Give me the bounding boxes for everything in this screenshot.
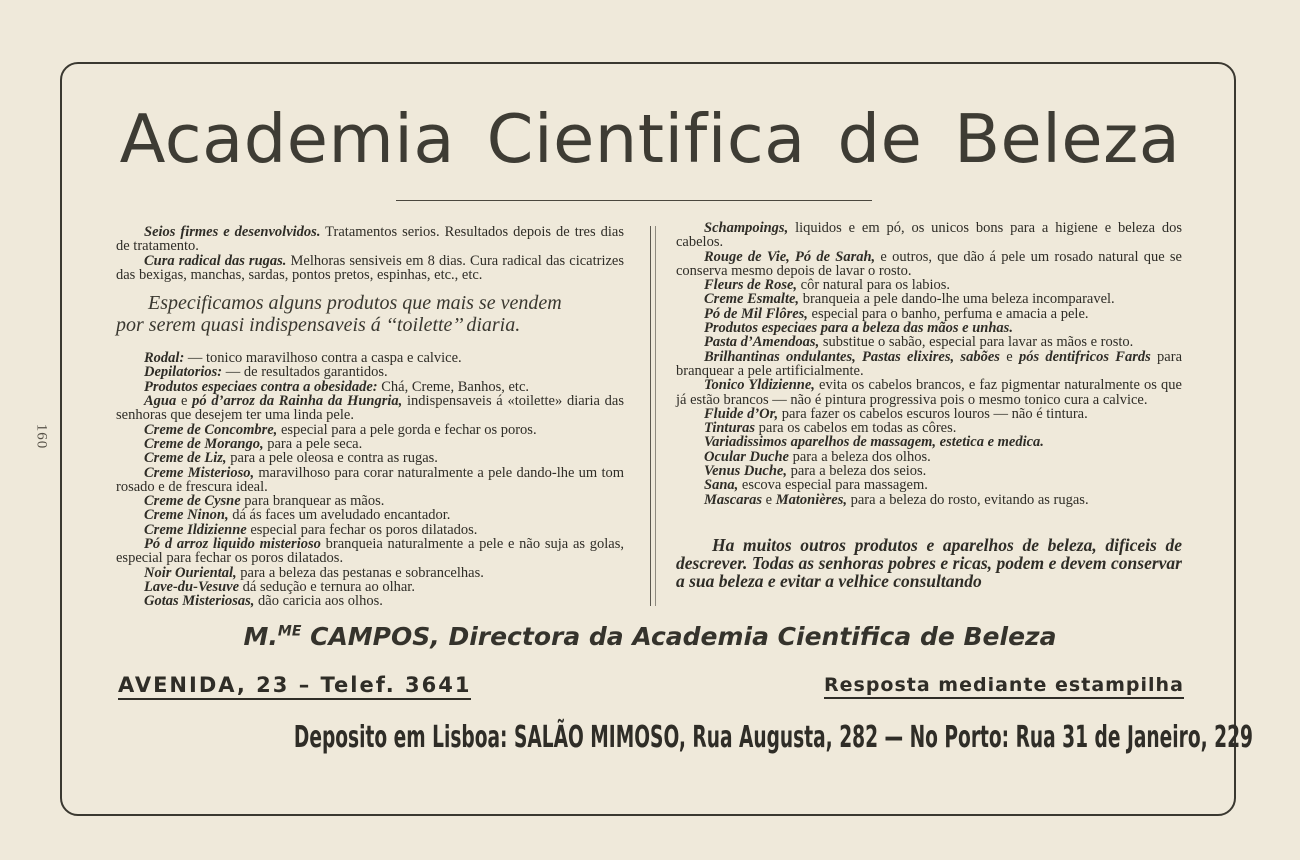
product-description: para a pele seca.	[263, 435, 363, 452]
product-description: para a beleza dos olhos.	[789, 448, 931, 465]
product-name: Creme Misterioso,	[144, 464, 255, 481]
product-entry	[116, 537, 624, 566]
address-phone: AVENIDA, 23 – Telef. 3641	[118, 673, 471, 700]
product-description: dão caricia aos olhos.	[254, 593, 383, 610]
paragraph-rugas: Cura radical das rugas. Melhoras sensiveis em 8 dias. Cura radical das cicatrizes das bexigas, manchas, sardas, pontos pretos, espinhas, etc., etc.	[116, 252, 624, 283]
product-entry	[676, 464, 1182, 478]
product-description: e	[762, 491, 776, 508]
product-entry	[676, 307, 1182, 321]
right-column	[676, 221, 1182, 507]
product-description: especial para o banho, perfuma e amacia a pele.	[807, 305, 1089, 322]
closing-paragraph: Ha muitos outros produtos e aparelhos de beleza, dificeis de descrever. Todas as senhoras pobres e ricas, podem e devem conservar a sua beleza e evitar a velhice consultando	[676, 535, 1182, 591]
product-name: Matonières,	[775, 491, 847, 508]
product-name: Creme Ninon,	[144, 507, 229, 524]
product-entry	[676, 435, 1182, 449]
product-name: Variadissimos aparelhos de massagem, estetica e medica.	[704, 434, 1044, 451]
product-name: pó d’arroz da Rainha da Hungria,	[192, 393, 403, 410]
product-entry	[676, 350, 1182, 379]
product-entry	[676, 407, 1182, 421]
product-description: côr natural para os labios.	[797, 277, 951, 294]
product-entry	[116, 566, 624, 580]
product-name: Pó de Mil Flôres,	[704, 305, 808, 322]
product-description: — de resultados garantidos.	[222, 364, 388, 381]
product-entry	[676, 450, 1182, 464]
product-description: substitue o sabão, especial para lavar as mãos e rosto.	[819, 334, 1134, 351]
product-description: dá ás faces um aveludado encantador.	[228, 507, 451, 524]
product-entry	[676, 221, 1182, 250]
product-name: Lave-du-Vesuve	[144, 578, 240, 595]
product-name: Gotas Misteriosas,	[144, 593, 255, 610]
product-name: Produtos especiaes contra a obesidade:	[144, 378, 378, 395]
product-entry	[676, 493, 1182, 507]
product-name: Creme de Cysne	[144, 493, 241, 510]
product-description: branqueia a pele dando-lhe uma beleza incomparavel.	[799, 291, 1115, 308]
product-name: Pó d arroz liquido misterioso	[144, 536, 321, 553]
product-name: Fleurs de Rose,	[704, 277, 798, 294]
product-entry	[676, 335, 1182, 349]
product-name: Creme de Liz,	[144, 450, 227, 467]
product-name: Noir Ouriental,	[144, 564, 237, 581]
product-description: para a beleza das pestanas e sobrancelhas.	[236, 564, 484, 581]
product-entry	[116, 437, 624, 451]
product-description: para branquear as mãos.	[240, 493, 385, 510]
column-divider-secondary	[655, 226, 656, 606]
deposit-line: Deposito em Lisboa: SALÃO MIMOSO, Rua Augusta, 282 — No Porto: Rua 31 de Janeiro, 229	[293, 720, 1253, 755]
product-description: Chá, Creme, Banhos, etc.	[377, 378, 530, 395]
product-name: Ocular Duche	[704, 448, 789, 465]
product-description: — tonico maravilhoso contra a caspa e calvice.	[184, 350, 462, 367]
especificamos-heading: Especificamos alguns produtos que mais se vendem por serem quasi indispensaveis á ‘‘toilette’’ diaria.	[116, 292, 562, 337]
column-divider	[650, 226, 651, 606]
directora-line: M.$^{ME}$ CAMPOS, Directora da Academia Cientifica de Beleza	[243, 622, 1057, 651]
product-name: Venus Duche,	[704, 463, 787, 480]
product-entry	[676, 478, 1182, 492]
product-name: Sana,	[704, 477, 739, 494]
product-description: para fazer os cabelos escuros louros — não é tintura.	[778, 405, 1088, 422]
product-entry	[676, 378, 1182, 407]
product-description: escova especial para massagem.	[738, 477, 928, 494]
product-description: e	[176, 393, 193, 410]
page-title: Academia Cientifica de Beleza	[119, 100, 1181, 178]
product-entry	[116, 508, 624, 522]
product-description: para branquear a pele artificialmente.	[676, 348, 1183, 379]
product-entry	[116, 365, 624, 379]
product-description: e outros, que dão á pele um rosado natural que se conserva mesmo depois de lavar o rosto.	[676, 248, 1182, 279]
product-name: Fluide d’Or,	[704, 405, 779, 422]
left-product-list	[116, 351, 624, 608]
product-description: especial para fechar os poros dilatados.	[246, 521, 478, 538]
product-description: para os cabelos em todas as côres.	[755, 420, 957, 437]
product-description: branqueia naturalmente a pele e não suja as golas, especial para fechar os poros dilatados.	[116, 536, 624, 567]
product-entry	[116, 380, 624, 394]
left-column	[116, 225, 624, 609]
product-entry	[676, 421, 1182, 435]
product-name: Agua	[144, 393, 177, 410]
product-description: para a beleza dos seios.	[787, 463, 927, 480]
product-name: Mascaras	[704, 491, 763, 508]
product-description: especial para a pele gorda e fechar os poros.	[277, 421, 537, 438]
product-name: Creme de Morango,	[144, 435, 264, 452]
product-description: evita os cabelos brancos, e faz pigmentar naturalmente os que já estão brancos — não é pintura progressiva pois o mesmo tonico cura a calvice.	[676, 377, 1182, 408]
product-entry	[676, 321, 1182, 335]
product-entry	[676, 250, 1182, 279]
product-entry	[116, 594, 624, 608]
product-name: Tinturas	[704, 420, 756, 437]
product-description: e	[999, 348, 1019, 365]
product-name: Tonico Yldizienne,	[704, 377, 815, 394]
paragraph-seios: Seios firmes e desenvolvidos. Tratamentos serios. Resultados depois de tres dias de tratamento.	[116, 224, 624, 255]
product-name: Brilhantinas ondulantes, Pastas elixires, sabões	[704, 348, 1000, 365]
product-name: Schampoings,	[704, 220, 789, 236]
product-entry	[116, 351, 624, 365]
product-name: Creme Ildizienne	[144, 521, 247, 538]
product-entry	[116, 494, 624, 508]
product-entry	[116, 466, 624, 495]
product-description: para a pele oleosa e contra as rugas.	[226, 450, 438, 467]
product-entry	[116, 451, 624, 465]
product-description: dá sedução e ternura ao olhar.	[239, 578, 415, 595]
product-name: Depilatorios:	[144, 364, 223, 381]
product-description: maravilhoso para corar naturalmente a pele dando-lhe um tom rosado e de frescura ideal.	[116, 464, 624, 495]
product-entry	[676, 292, 1182, 306]
product-description: liquidos e em pó, os unicos bons para a higiene e beleza dos cabelos.	[676, 220, 1182, 251]
product-name: pós dentifricos Fards	[1018, 348, 1151, 365]
product-name: Produtos especiaes para a beleza das mãos e unhas.	[704, 320, 1013, 337]
product-name: Creme Esmalte,	[704, 291, 800, 308]
right-product-list	[676, 221, 1182, 507]
product-entry	[116, 580, 624, 594]
product-entry	[116, 394, 624, 423]
product-description: indispensaveis á «toilette» diaria das senhoras que desejem ter uma linda pele.	[116, 393, 625, 424]
reply-note: Resposta mediante estampilha	[824, 674, 1184, 699]
product-entry	[676, 278, 1182, 292]
product-name: Pasta d’Amendoas,	[704, 334, 820, 351]
product-name: Creme de Concombre,	[144, 421, 278, 438]
page-number: 160	[33, 423, 50, 450]
product-entry	[116, 423, 624, 437]
product-entry	[116, 523, 624, 537]
product-description: para a beleza do rosto, evitando as rugas.	[847, 491, 1089, 508]
product-name: Rodal:	[144, 350, 185, 367]
title-divider	[396, 200, 872, 201]
product-name: Rouge de Vie, Pó de Sarah,	[704, 248, 876, 265]
